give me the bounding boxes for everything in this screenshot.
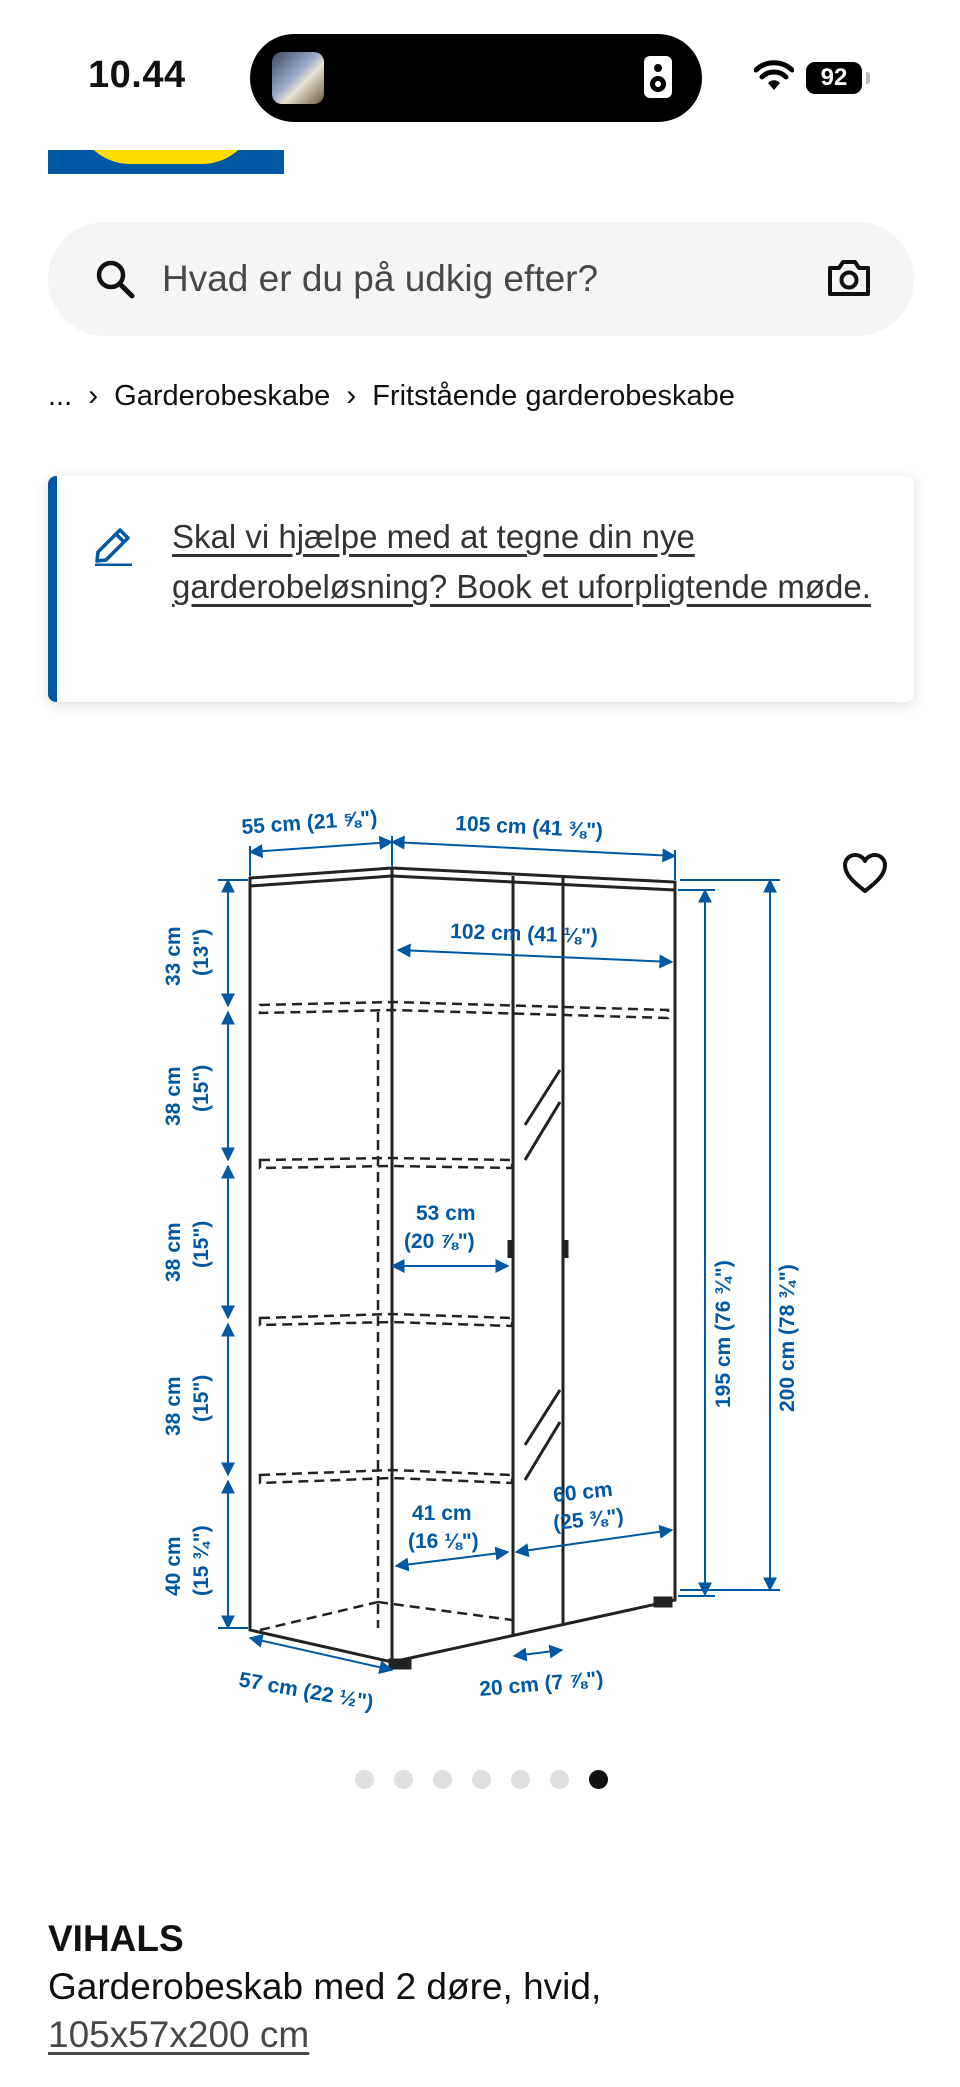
label-leg-spacing: 20 cm (7 ⅞") <box>478 1667 605 1701</box>
product-size-link[interactable]: 105x57x200 cm <box>48 2014 310 2055</box>
search-input[interactable] <box>162 246 812 312</box>
label-section-width-in: (16 ⅛") <box>408 1530 479 1553</box>
image-pagination <box>355 1770 608 1789</box>
search-icon <box>94 258 136 300</box>
chevron-right-icon: › <box>88 379 99 412</box>
dynamic-island[interactable] <box>250 34 702 122</box>
breadcrumb-item-garderobeskabe[interactable]: Garderobeskabe <box>114 379 331 412</box>
pagination-dot[interactable] <box>472 1770 491 1789</box>
breadcrumb <box>48 378 735 414</box>
banner-accent-bar <box>48 476 57 702</box>
pencil-icon <box>92 520 136 566</box>
search-bar[interactable] <box>48 222 914 336</box>
label-shelf-3: 38 cm <box>162 1222 185 1282</box>
now-playing-thumbnail <box>272 52 324 104</box>
label-depth-bottom: 57 cm (22 ½") <box>237 1668 376 1715</box>
pagination-dot[interactable] <box>511 1770 530 1789</box>
battery-icon: 92 <box>806 62 862 94</box>
label-door-width: 60 cm <box>552 1477 614 1507</box>
label-shelf-4-in: (15") <box>190 1374 213 1422</box>
planning-help-banner <box>48 476 914 702</box>
label-inner-depth: 53 cm <box>416 1202 476 1225</box>
label-shelf-1: 33 cm <box>162 926 185 986</box>
label-shelf-5-in: (15 ¾") <box>190 1525 213 1596</box>
product-dimension-diagram[interactable] <box>120 790 860 1730</box>
label-outer-height: 200 cm (78 ¾") <box>776 1264 799 1412</box>
label-door-width-in: (25 ⅜") <box>552 1504 625 1535</box>
pagination-dot[interactable] <box>589 1770 608 1789</box>
speaker-icon <box>638 54 678 100</box>
breadcrumb-item-fritstaende[interactable]: Fritstående garderobeskabe <box>372 379 735 412</box>
label-inner-width: 102 cm (41 ⅛") <box>449 920 599 949</box>
pagination-dot[interactable] <box>433 1770 452 1789</box>
label-width-top: 105 cm (41 ⅜") <box>454 812 604 843</box>
label-shelf-1-in: (13") <box>190 928 213 976</box>
label-inner-height: 195 cm (76 ¾") <box>712 1260 735 1408</box>
label-section-width: 41 cm <box>412 1502 472 1525</box>
breadcrumb-ellipsis[interactable]: ... <box>48 379 73 412</box>
wifi-icon <box>754 60 794 92</box>
label-shelf-2-in: (15") <box>190 1064 213 1112</box>
product-description: Garderobeskab med 2 døre, hvid, <box>48 1966 602 2007</box>
label-inner-depth-in: (20 ⅞") <box>404 1230 475 1253</box>
label-shelf-5: 40 cm <box>162 1536 185 1596</box>
label-shelf-3-in: (15") <box>190 1220 213 1268</box>
status-bar <box>0 0 960 150</box>
heart-icon[interactable] <box>842 852 888 894</box>
label-shelf-4: 38 cm <box>162 1376 185 1436</box>
label-depth-top: 55 cm (21 ⅝") <box>240 806 379 839</box>
pagination-dot[interactable] <box>550 1770 569 1789</box>
ikea-logo[interactable] <box>48 150 284 174</box>
status-time: 10.44 <box>88 54 186 96</box>
pagination-dot[interactable] <box>394 1770 413 1789</box>
label-shelf-2: 38 cm <box>162 1066 185 1126</box>
camera-icon[interactable] <box>826 258 872 298</box>
product-name: VIHALS <box>48 1918 184 1959</box>
pagination-dot[interactable] <box>355 1770 374 1789</box>
chevron-right-icon: › <box>346 379 357 412</box>
book-meeting-link[interactable]: Skal vi hjælpe med at tegne din nye garderobeløsning? Book et uforpligtende møde. <box>172 518 871 605</box>
battery-nub <box>866 72 870 84</box>
logo-yellow-shape <box>76 150 256 164</box>
